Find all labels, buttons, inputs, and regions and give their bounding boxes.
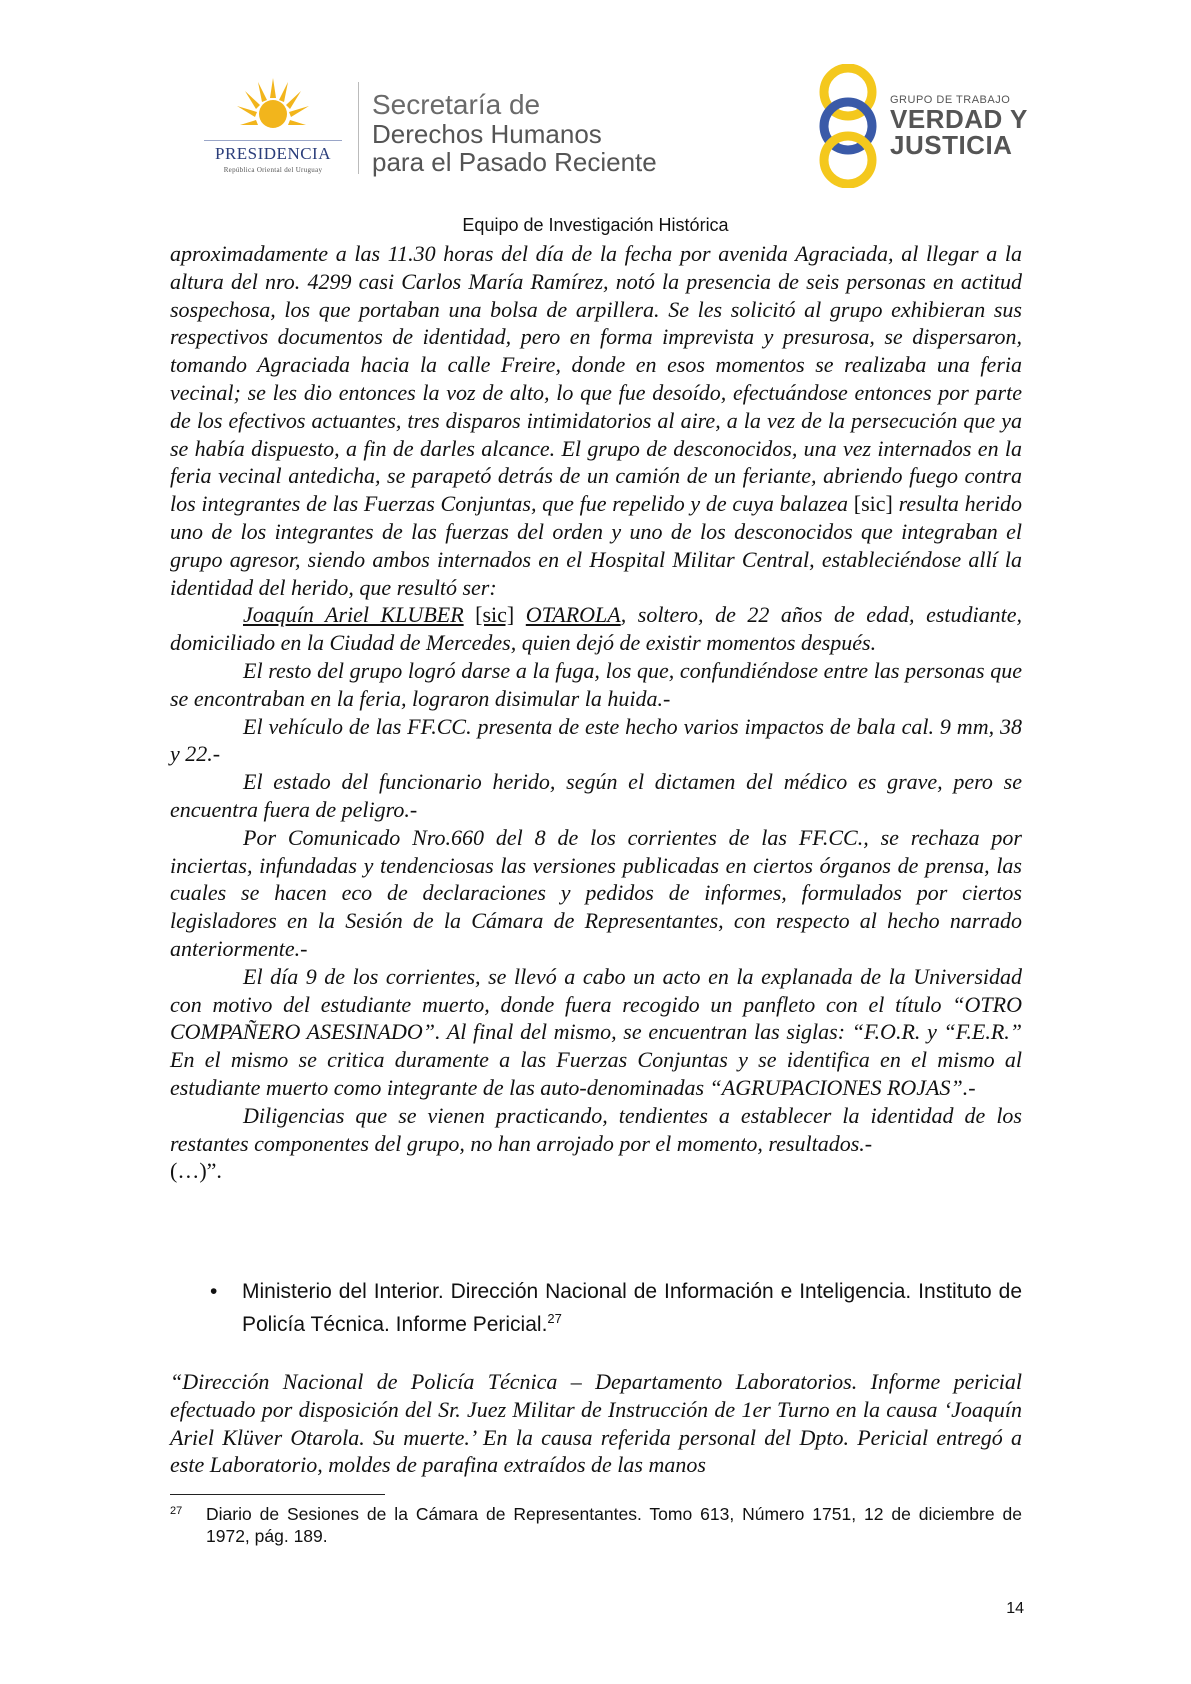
paragraph-2: Joaquín Ariel KLUBER [sic] OTAROLA, soltero, de 22 años de edad, estudiante, domiciliado en la Ciudad de Mercedes, quien dejó de existir momentos después. bbox=[170, 602, 1022, 656]
linked-rings-icon bbox=[808, 64, 888, 188]
verdad-justicia-text bbox=[890, 94, 1028, 158]
bullet-text: Ministerio del Interior. Dirección Nacional de Información e Inteligencia. Instituto de Policía Técnica. Informe Pericial. bbox=[242, 1280, 1022, 1336]
paragraph-5: El estado del funcionario herido, según el dictamen del médico es grave, pero se encuentra fuera de peligro.- bbox=[170, 769, 1022, 822]
footnote-number: 27 bbox=[170, 1505, 183, 1517]
presidencia-subtitle: República Oriental del Uruguay bbox=[223, 166, 323, 174]
document-subtitle: Equipo de Investigación Histórica bbox=[462, 215, 729, 235]
paragraph-6: Por Comunicado Nro.660 del 8 de los corrientes de las FF.CC., se rechaza por inciertas, infundadas y tendenciosas las versiones publicadas en ciertos órganos de prensa, las cuales se hacen eco de declaraciones y pedidos de informes, formulados por ciertos legisladores en la Sesión de la Cámara de Representantes, con respecto al hecho narrado anteriormente.- bbox=[170, 824, 1022, 961]
victim-surname: OTAROLA bbox=[525, 602, 621, 628]
presidencia-logo bbox=[198, 78, 348, 178]
paragraph-4: El vehículo de las FF.CC. presenta de este hecho varios impactos de bala cal. 9 mm, 38 y 22.- bbox=[170, 713, 1022, 767]
secretaria-logo-text bbox=[372, 90, 657, 176]
bullet-item bbox=[210, 1278, 1022, 1338]
header-divider bbox=[358, 82, 359, 174]
footnote bbox=[170, 1503, 1022, 1547]
secretaria-line-2: Derechos Humanos bbox=[372, 119, 602, 149]
paragraph-8: Diligencias que se vienen practicando, tendientes a establecer la identidad de los restantes componentes del grupo, no han arrojado por el momento, resultados.- bbox=[170, 1102, 1022, 1156]
page-header bbox=[0, 0, 1191, 210]
footnote-text: Diario de Sesiones de la Cámara de Representantes. Tomo 613, Número 1751, 12 de diciembre de 1972, pág. 189. bbox=[206, 1504, 1022, 1546]
grupo-de-trabajo-label: GRUPO DE TRABAJO bbox=[890, 94, 1011, 106]
victim-name: Joaquín Ariel KLUBER bbox=[243, 602, 464, 628]
paragraph-9: (…)”. bbox=[170, 1158, 222, 1184]
verdad-y-label: VERDAD Y bbox=[890, 104, 1028, 134]
sic-note-2: [sic] bbox=[475, 602, 515, 628]
page-number: 14 bbox=[1006, 1600, 1024, 1617]
quoted-report-body bbox=[170, 240, 1022, 1185]
presidencia-rule bbox=[204, 140, 342, 141]
bullet-text-block bbox=[242, 1278, 1022, 1338]
bullet-icon: • bbox=[210, 1280, 218, 1303]
presidencia-name: PRESIDENCIA bbox=[214, 144, 331, 163]
forensic-report-quote: “Dirección Nacional de Policía Técnica – Departamento Laboratorios. Informe pericial efectuado por disposición del Sr. Juez Militar de Instrucción de 1er Turno en la causa ‘Joaquín Ariel Klüver Otarola. Su muerte.’ En la causa referida personal del Dpto. Pericial entregó a este Laboratorio, moldes de parafina extraídos de las manos bbox=[170, 1369, 1022, 1478]
sun-icon bbox=[236, 78, 310, 140]
footnote-separator bbox=[170, 1494, 385, 1495]
paragraph-7: El día 9 de los corrientes, se llevó a cabo un acto en la explanada de la Universidad con motivo del estudiante muerto, donde fuera recogido un panfleto con el título “OTRO COMPAÑERO ASESINADO”. Al final del mismo, se encuentran las siglas: “F.O.R. y “F.E.R.” En el mismo se critica duramente a las Fuerzas Conjuntas y se identifica en el mismo al estudiante muerto como integrante de las auto-denominadas “AGRUPACIONES ROJAS”.- bbox=[170, 963, 1022, 1100]
paragraph-1: aproximadamente a las 11.30 horas del día de la fecha por avenida Agraciada, al llegar a la altura del nro. 4299 casi Carlos María Ramírez, notó la presencia de seis personas en actitud sospechosa, los que portaban una bolsa de arpillera. Se les solicitó al grupo exhibieran sus respectivos documentos de identidad, pero en forma imprevista y presurosa, se dispersaron, tomando Agraciada hacia la calle Freire, donde en esos momentos se realizaba una feria vecinal; se les dio entonces la voz de alto, lo que fue desoído, efectuándose entonces por parte de los efectivos actuantes, tres disparos intimidatorios al aire, a la vez de la persecución que ya se había dispuesto, a fin de darles alcance. El grupo de desconocidos, una vez internados en la feria vecinal antedicha, se parapetó detrás de un camión de un feriante, abriendo fuego contra los integrantes de las Fuerzas Conjuntas, que fue repelido y de cuya balazea [sic] resulta herido uno de los integrantes de las fuerzas del orden y uno de los desconocidos que integraban el grupo agresor, siendo ambos internados en el Hospital Militar Central, estableciéndose allí la identidad del herido, que resultó ser: bbox=[170, 241, 1023, 600]
paragraph-3: El resto del grupo logró darse a la fuga, los que, confundiéndose entre las personas que se encontraban en la feria, lograron disimular la huida.- bbox=[170, 657, 1022, 711]
secretaria-line-3: para el Pasado Reciente bbox=[372, 147, 657, 177]
justicia-label: JUSTICIA bbox=[890, 130, 1013, 160]
verdad-justicia-logo bbox=[808, 64, 1048, 184]
secretaria-line-1: Secretaría de bbox=[372, 89, 541, 120]
footnote-reference[interactable]: 27 bbox=[547, 1311, 562, 1326]
sic-note: [sic] bbox=[853, 491, 893, 517]
